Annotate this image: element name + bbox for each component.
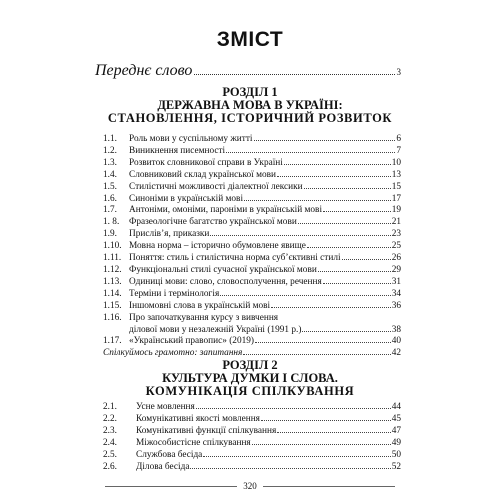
entry-title: Про започаткування курсу з вивчення — [129, 312, 279, 323]
entry-number: 2.4. — [103, 437, 117, 448]
leader-dots — [304, 188, 391, 189]
entry-number: 1.10. — [103, 241, 122, 252]
entry-page: 38 — [391, 324, 401, 335]
entry-title: Функціональні стилі сучасної української мови — [129, 264, 317, 275]
section-2-heading — [0, 359, 500, 398]
toc-entry — [103, 301, 401, 313]
entry-page: 25 — [391, 241, 401, 252]
entry-number: 2.6. — [103, 461, 117, 472]
leader-dots — [220, 295, 390, 296]
leader-dots — [284, 164, 391, 165]
leader-dots — [194, 74, 394, 75]
entry-number: 2.3. — [103, 425, 117, 436]
entry-number: 1.5. — [103, 181, 117, 192]
entry-number: 1.11. — [103, 253, 122, 264]
toc-entry — [103, 450, 401, 462]
toc-entry — [103, 241, 401, 253]
entry-number: 1.14. — [103, 288, 122, 299]
section-1-subtitle-2: СТАНОВЛЕННЯ, ІСТОРИЧНИЙ РОЗВИТОК — [107, 111, 393, 125]
entry-title: Словниковий склад української мови — [129, 169, 277, 180]
section-1-heading — [0, 86, 500, 125]
leader-dots — [277, 432, 390, 433]
toc-entry — [103, 426, 401, 438]
entry-number: 2.5. — [103, 449, 117, 460]
entry-page: 47 — [391, 425, 401, 436]
entry-page: 50 — [391, 449, 401, 460]
entry-number: 1.13. — [103, 276, 122, 287]
leader-dots — [298, 223, 391, 224]
section-1-label: РОЗДІЛ 1 — [222, 85, 278, 99]
section-2-toc — [103, 402, 401, 473]
entry-title: Усне мовлення — [136, 402, 195, 412]
toc-entry — [103, 194, 401, 206]
entry-title: Міжособистісне спілкування — [136, 437, 251, 448]
entry-page: 31 — [391, 276, 401, 287]
entry-number: 1.3. — [103, 157, 117, 168]
toc-entry — [103, 313, 401, 337]
entry-number: 1.7. — [103, 205, 117, 216]
entry-title: Фразеологічне багатство української мови — [129, 217, 297, 228]
toc-entry — [103, 414, 401, 426]
leader-dots — [307, 247, 391, 248]
entry-title: Одиниці мови: слово, словосполучення, речення — [129, 276, 322, 287]
toc-entry — [103, 277, 401, 289]
entry-title: Комунікативні функції спілкування — [136, 425, 277, 436]
entry-page: 40 — [391, 336, 401, 347]
entry-number: 2.1. — [103, 402, 117, 412]
entry-number: 1.2. — [103, 145, 117, 156]
toc-entry — [103, 402, 401, 414]
section-1-subtitle-1: ДЕРЖАВНА МОВА В УКРАЇНІ: — [157, 98, 343, 112]
entry-page: 10 — [391, 157, 401, 168]
entry-title: Роль мови у суспільному житті — [129, 134, 253, 144]
entry-page: 15 — [391, 181, 401, 192]
entry-page: 21 — [391, 217, 401, 228]
toc-entry — [103, 336, 401, 348]
leader-dots — [261, 420, 391, 421]
leader-dots — [244, 200, 391, 201]
entry-title: Прислів’я, приказки — [129, 229, 210, 240]
entry-number: 1.16. — [103, 312, 122, 323]
entry-title: Поняття: стиль і стилістична норма суб’єктивні стилі — [129, 253, 341, 264]
entry-page: 49 — [391, 437, 401, 448]
entry-page: 42 — [391, 348, 401, 359]
entry-number: 2.2. — [103, 413, 117, 424]
toc-entry — [103, 438, 401, 450]
foreword-label: Переднє слово — [95, 62, 193, 79]
entry-title: Стилістичні можливості діалектної лексики — [129, 181, 303, 192]
toc-entry — [103, 146, 401, 158]
leader-dots — [302, 331, 390, 332]
leader-dots — [254, 140, 396, 141]
page-footer — [105, 481, 395, 491]
entry-title: Службова бесіда — [136, 449, 203, 460]
footer-rule-right — [263, 486, 395, 487]
entry-number: 1.6. — [103, 193, 117, 204]
toc-entry — [103, 158, 401, 170]
entry-title: Комунікативні якості мовлення — [136, 413, 260, 424]
entry-page: 6 — [396, 134, 401, 144]
leader-dots — [196, 408, 391, 409]
entry-number: 1.4. — [103, 169, 117, 180]
entry-title-cont: ділової мови у незалежній Україні (1991 р.) — [129, 324, 302, 335]
toc-entry — [103, 170, 401, 182]
leader-dots — [277, 176, 391, 177]
entry-page: 7 — [396, 145, 401, 156]
section-2-subtitle-1: КУЛЬТУРА ДУМКИ І СЛОВА. — [162, 371, 338, 385]
entry-number: 1.17. — [103, 336, 122, 347]
entry-title: Терміни і термінологія — [129, 288, 220, 299]
toc-entry — [103, 265, 401, 277]
entry-page: 36 — [391, 300, 401, 311]
toc-entry — [103, 217, 401, 229]
entry-page: 19 — [391, 205, 401, 216]
entry-title: Розвиток словникової справи в Україні — [129, 157, 283, 168]
leader-dots — [243, 354, 390, 355]
entry-number: 1.1. — [103, 134, 117, 144]
leader-dots — [323, 211, 391, 212]
entry-page: 29 — [391, 264, 401, 275]
entry-number: 1.15. — [103, 300, 122, 311]
entry-page: 34 — [391, 288, 401, 299]
entry-body — [129, 313, 401, 337]
entry-page: 23 — [391, 229, 401, 240]
page-number: 320 — [243, 481, 257, 491]
leader-dots — [323, 283, 391, 284]
toc-entry — [103, 182, 401, 194]
entry-title: Ділова бесіда — [136, 461, 190, 472]
entry-number: 1.9. — [103, 229, 117, 240]
leader-dots — [271, 307, 391, 308]
entry-title: Мовна норма – історично обумовлене явище — [129, 241, 306, 252]
leader-dots — [190, 468, 390, 469]
foreword-entry — [95, 62, 401, 80]
entry-title-line-2 — [129, 325, 401, 337]
leader-dots — [252, 444, 391, 445]
leader-dots — [226, 152, 395, 153]
footer-rule-left — [105, 486, 237, 487]
entry-page: 13 — [391, 169, 401, 180]
toc-entry — [103, 229, 401, 241]
section-1-toc — [103, 134, 401, 360]
entry-page: 17 — [391, 193, 401, 204]
page-title: ЗМІСТ — [216, 28, 284, 51]
entry-title: Антоніми, омоніми, пароніми в українській мові — [129, 205, 323, 216]
leader-dots — [210, 235, 390, 236]
entry-page: 52 — [391, 461, 401, 472]
section-2-subtitle-2: КОМУНІКАЦІЯ СПІЛКУВАННЯ — [145, 384, 355, 398]
leader-dots — [203, 456, 390, 457]
section-2-label: РОЗДІЛ 2 — [222, 358, 278, 372]
entry-number: 1. 8. — [103, 217, 120, 228]
entry-page: 45 — [391, 413, 401, 424]
entry-page: 44 — [391, 402, 401, 412]
entry-title: Виникнення писемності — [129, 145, 226, 156]
entry-title: «Український правопис» (2019) — [129, 336, 254, 347]
toc-entry — [103, 253, 401, 265]
entry-title: Синоніми в українській мові — [129, 193, 244, 204]
toc-entry — [103, 134, 401, 146]
foreword-page: 3 — [396, 67, 401, 77]
leader-dots — [255, 342, 391, 343]
toc-entry — [103, 289, 401, 301]
toc-entry — [103, 462, 401, 474]
entry-title: Іншомовні слова в українській мові — [129, 300, 271, 311]
entry-title: Спілкуймось грамотно: запитання — [103, 348, 243, 359]
entry-page: 26 — [391, 253, 401, 264]
leader-dots — [342, 259, 391, 260]
leader-dots — [318, 271, 391, 272]
toc-entry — [103, 205, 401, 217]
entry-number: 1.12. — [103, 264, 122, 275]
